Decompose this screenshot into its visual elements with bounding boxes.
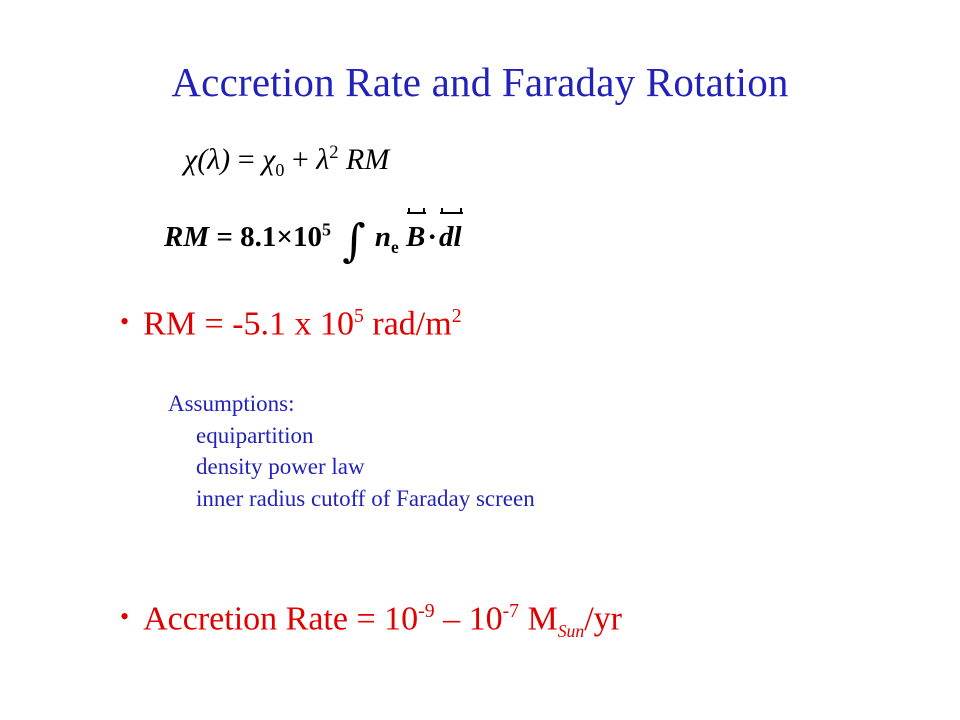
integral-icon: ∫	[342, 214, 366, 267]
equation1-chi: χ	[184, 143, 198, 176]
page-title: Accretion Rate and Faraday Rotation	[171, 59, 789, 105]
equation2-ten: 10	[292, 221, 322, 254]
bullet-1-exponent: 5	[354, 305, 364, 327]
bullet-1-text	[143, 305, 461, 343]
equation2-path-element: dl	[439, 221, 462, 254]
equation2-times: ×	[276, 221, 293, 254]
equation1-chi0-symbol: χ	[262, 143, 276, 176]
equation2-equals: =	[216, 221, 233, 254]
bullet-rotation-measure-value	[120, 305, 462, 343]
assumption-item-3: inner radius cutoff of Faraday screen	[196, 486, 535, 512]
equation-rotation-measure-integral	[164, 214, 462, 267]
bullet-accretion-rate-value	[120, 600, 622, 642]
bullet-2-mid: – 10	[434, 600, 503, 638]
bullet-2-tail: M	[518, 600, 558, 638]
vector-arrow-icon	[407, 212, 426, 214]
bullet-2-lead: Accretion Rate = 10	[143, 600, 419, 638]
equation2-bfield: B	[405, 221, 426, 254]
bullet-2-end: /yr	[584, 600, 623, 638]
equation1-plus: +	[291, 143, 309, 176]
bullet-2-subscript: Sun	[557, 621, 585, 642]
equation1-equals: =	[237, 143, 255, 176]
equation2-coefficient: 8.1	[240, 221, 277, 254]
equation1-rm: RM	[346, 143, 390, 176]
bullet-marker-icon-2: •	[120, 602, 130, 632]
equation1-lambda-arg: (λ)	[197, 143, 231, 176]
bullet-2-exponent-2: -7	[502, 600, 519, 622]
equation1-lambda: λ	[316, 143, 330, 176]
equation-faraday-rotation-angle	[184, 142, 389, 181]
bullet-2-exponent: -9	[418, 600, 435, 622]
equation2-dot-product: ·	[427, 221, 437, 254]
equation2-rm: RM	[164, 221, 210, 254]
bullet-2-text	[143, 600, 622, 642]
equation1-chi0-subscript: 0	[275, 160, 285, 180]
assumptions-block	[168, 388, 535, 515]
equation2-bfield-vector	[406, 221, 425, 254]
bullet-1-lead: RM = -5.1 x 10	[143, 305, 355, 343]
assumption-item-2: density power law	[196, 454, 365, 480]
vector-arrow-icon-2	[440, 212, 463, 214]
equation1-lambda-exponent: 2	[329, 142, 339, 163]
assumption-item-1: equipartition	[196, 422, 314, 448]
equation2-density-subscript: e	[391, 236, 399, 257]
equation2-exponent: 5	[321, 219, 331, 240]
bullet-1-exponent-2: 2	[451, 305, 462, 327]
assumptions-heading: Assumptions:	[168, 391, 295, 416]
bullet-marker-icon: •	[120, 307, 130, 337]
equation2-dl-vector	[439, 221, 462, 254]
bullet-1-mid: rad/m	[363, 305, 452, 343]
equation2-density: n	[374, 221, 391, 254]
